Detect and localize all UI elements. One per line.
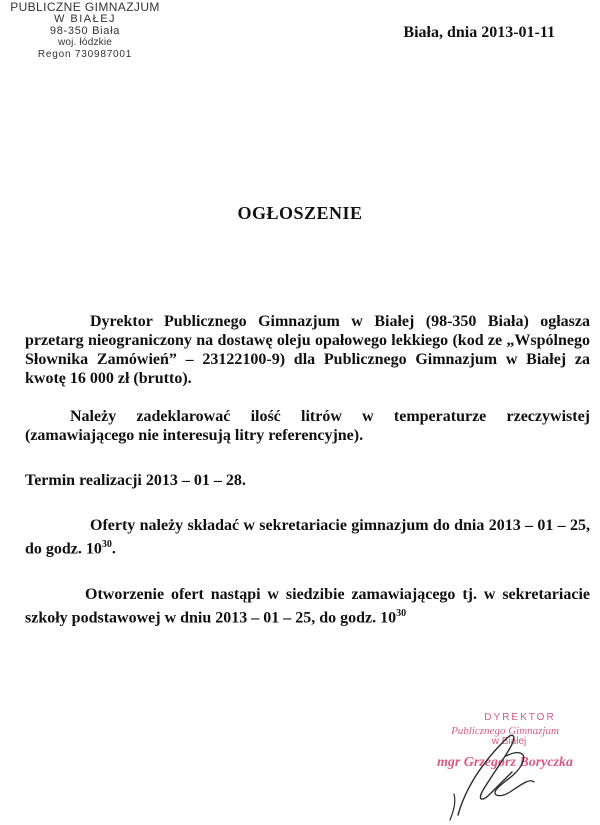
stamp-postal-address: 98-350 Biała — [49, 24, 121, 37]
offers-deadline-text: Oferty należy składać w sekretariacie gimnazjum do dnia 2013 – 01 – 25, do godz. 10 — [25, 517, 590, 558]
school-header-stamp — [0, 1, 170, 60]
stamp-town: W BIAŁEJ — [53, 12, 117, 25]
document-title: OGŁOSZENIE — [237, 203, 363, 223]
offers-deadline-paragraph — [25, 516, 590, 558]
announcement-paragraph-2: Należy zadeklarować ilość litrów w temperaturze rzeczywistej (zamawiającego nie interesują litry referencyjne). — [25, 408, 590, 444]
offers-opening-minutes: 30 — [396, 608, 407, 619]
director-stamp-role: DYREKTOR — [484, 712, 556, 723]
offers-deadline-end: . — [111, 540, 116, 558]
document-date: Biała, dnia 2013-01-11 — [403, 24, 555, 41]
offers-opening-paragraph — [25, 585, 590, 627]
completion-date-paragraph: Termin realizacji 2013 – 01 – 28. — [25, 472, 246, 489]
offers-opening-text: Otworzenie ofert nastąpi w siedzibie zamawiającego tj. w sekretariacie szkoły podstawowej w dniu 2013 – 01 – 25, do godz. 10 — [25, 586, 590, 627]
director-stamp-school: Publicznego Gimnazjum — [451, 724, 559, 737]
director-stamp-name: mgr Grzegorz Boryczka — [436, 754, 574, 770]
stamp-regon: Regon 730987001 — [37, 48, 133, 60]
stamp-voivodeship: woj. łódzkie — [57, 36, 113, 48]
director-stamp-town: w Białej — [491, 736, 527, 748]
offers-deadline-minutes: 30 — [101, 539, 112, 550]
handwritten-signature — [410, 720, 560, 825]
stamp-school-name: PUBLICZNE GIMNAZJUM — [10, 0, 160, 14]
announcement-paragraph-1: Dyrektor Publicznego Gimnazjum w Białej (98-350 Biała) ogłasza przetarg nieograniczony na dostawę oleju opałowego lekkiego (kod ze „Wspólnego Słownika Zamówień” – 23122100-9) dla Publicznego Gimnazjum w Białej za kwotę 16 000 zł (brutto). — [25, 313, 590, 387]
